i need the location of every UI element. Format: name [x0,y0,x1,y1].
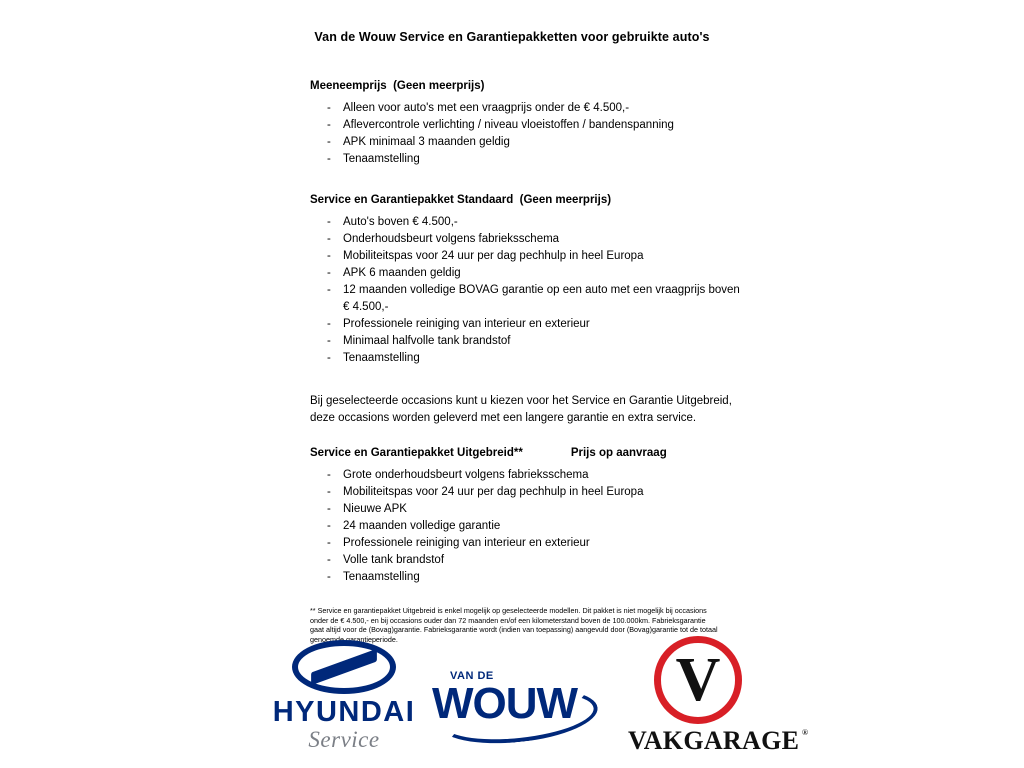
list-item-text: Professionele reiniging van interieur en exterieur [343,318,590,330]
section-heading-standaard: Service en Garantiepakket Standaard (Geen meerprijs) [310,194,612,206]
bullet-dash: - [327,352,331,364]
list-item [310,518,740,535]
spacer [310,586,740,606]
list-item-text: Tenaamstelling [343,352,420,364]
bullet-dash: - [327,233,331,245]
hyundai-service-subtitle: Service [308,727,380,752]
list-item-text: APK minimaal 3 maanden geldig [343,136,510,148]
bullet-dash: - [327,335,331,347]
list-item [310,467,740,484]
list-item [310,134,740,151]
bullet-dash: - [327,119,331,131]
list-item-text: Tenaamstelling [343,571,420,583]
list-item [310,484,740,501]
list-item-text: Tenaamstelling [343,153,420,165]
van-de-wouw-wordmark: WOUW [432,679,578,728]
list-item [310,535,740,552]
list-item-text: 24 maanden volledige garantie [343,520,501,532]
list-item-text: Nieuwe APK [343,503,407,515]
registered-mark: ® [801,728,809,737]
list-uitgebreid [310,467,740,586]
list-item [310,117,740,134]
list-item-text: APK 6 maanden geldig [343,267,461,279]
logo-row [0,632,1024,762]
hyundai-logo [270,640,418,753]
bullet-dash: - [327,136,331,148]
section-heading-uitgebreid [310,447,740,459]
list-item [310,151,740,168]
footnote: ** Service en garantiepakket Uitgebreid is enkel mogelijk op geselecteerde modellen. Dit pakket is niet mogelijk bij occasions onder de € 4.500,- en bij occasions ouder dan 72 maanden en/of een kilometerstand boven de 100.000km. Fabrieksgarantie gaat altijd voor de (Bovag)garantie. Fabrieksgarantie wordt (indien van toepassing) aangevuld door (Bovag)garantie tot de totaal genoemde garantieperiode. [310,606,718,644]
document-content [310,80,740,644]
bullet-dash: - [327,469,331,481]
bullet-dash: - [327,486,331,498]
list-item-text: Mobiliteitspas voor 24 uur per dag pechhulp in heel Europa [343,250,644,262]
intro-paragraph: Bij geselecteerde occasions kunt u kiezen voor het Service en Garantie Uitgebreid, deze occasions worden geleverd met een langere garantie en extra service. [310,395,732,424]
van-de-wouw-small-text: VAN DE [450,670,494,682]
list-item [310,333,740,350]
bullet-dash: - [327,153,331,165]
van-de-wouw-wordmark-container [432,679,622,728]
page-title: Van de Wouw Service en Garantiepakketten voor gebruikte auto's [314,30,710,44]
vakgarage-wordmark: VAKGARAGE [628,726,800,755]
list-item [310,100,740,117]
spacer [310,168,740,194]
list-item-text: Onderhoudsbeurt volgens fabrieksschema [343,233,560,245]
list-item-text: Volle tank brandstof [343,554,445,566]
bullet-dash: - [327,318,331,330]
bullet-dash: - [327,284,331,296]
vakgarage-emblem-icon [654,636,742,724]
bullet-dash: - [327,554,331,566]
bullet-dash: - [327,503,331,515]
list-item [310,231,740,248]
bullet-dash: - [327,267,331,279]
list-item-text: Auto's boven € 4.500,- [343,216,458,228]
uitgebreid-price-label: Prijs op aanvraag [570,447,667,459]
spacer [310,367,740,393]
hyundai-emblem-icon [292,640,396,694]
list-item [310,350,740,367]
section-heading-meeneemprijs: Meeneemprijs (Geen meerprijs) [310,80,485,92]
uitgebreid-heading-text: Service en Garantiepakket Uitgebreid** [310,447,523,459]
list-item [310,214,740,231]
list-item [310,501,740,518]
list-item-text: Professionele reiniging van interieur en exterieur [343,537,590,549]
van-de-wouw-logo [432,670,622,726]
bullet-dash: - [327,571,331,583]
list-item-text: Minimaal halfvolle tank brandstof [343,335,511,347]
list-item-text: 12 maanden volledige BOVAG garantie op een auto met een vraagprijs boven € 4.500,- [343,284,740,313]
bullet-dash: - [327,216,331,228]
list-item [310,316,740,333]
spacer [310,427,740,447]
bullet-dash: - [327,102,331,114]
list-meeneemprijs [310,100,740,168]
list-item-text: Aflevercontrole verlichting / niveau vloeistoffen / bandenspanning [343,119,674,131]
bullet-dash: - [327,520,331,532]
list-item [310,265,740,282]
vakgarage-wordmark-container [628,726,809,756]
vakgarage-logo [628,636,809,756]
list-item-text: Alleen voor auto's met een vraagprijs onder de € 4.500,- [343,102,630,114]
list-item-text: Mobiliteitspas voor 24 uur per dag pechhulp in heel Europa [343,486,644,498]
bullet-dash: - [327,537,331,549]
list-standaard [310,214,740,367]
hyundai-wordmark: HYUNDAI [272,696,416,728]
list-item [310,248,740,265]
list-item-text: Grote onderhoudsbeurt volgens fabrieksschema [343,469,589,481]
list-item [310,552,740,569]
list-item [310,282,740,316]
list-item [310,569,740,586]
bullet-dash: - [327,250,331,262]
